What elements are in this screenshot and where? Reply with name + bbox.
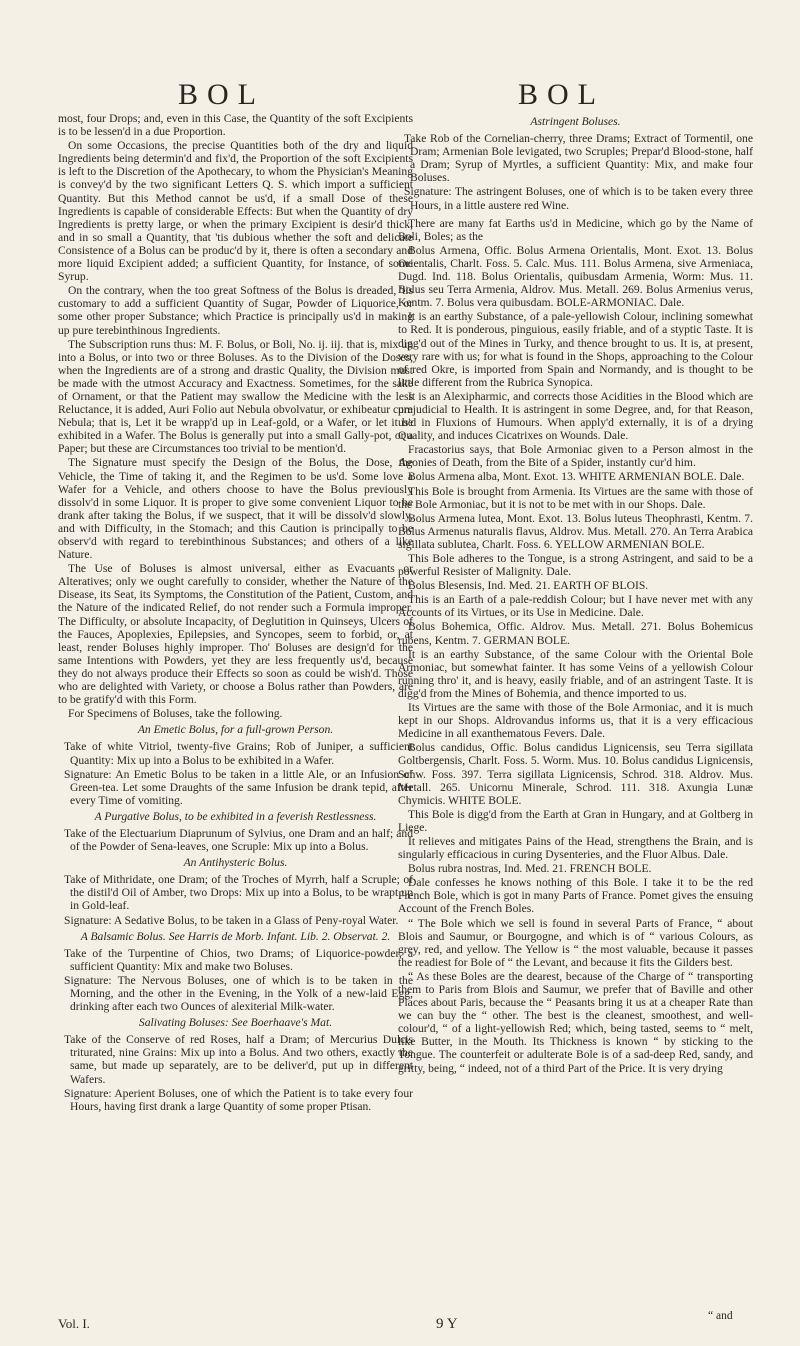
paragraph: It is an earthy Substance, of a pale-yellowish Colour, inclining somewhat to Red. It is ponderous, pinguious, easily friable, and of a styptic Taste. It is digg'd out of the Mines in Turky, and thence brought to us. It is, at present, very rare with us; for what is found in the Shops, approaching to the Colour of red Okre, is imported from Spain and Normandy, and is thought to be little different from the Rubrica Synopica.: [398, 310, 753, 389]
paragraph: Bolus Armena lutea, Mont. Exot. 13. Bolus luteus Theophrasti, Kentm. 7. Bolus Armenus naturalis flavus, Aldrov. Mus. Metall. 270. An Terra Arabica sigillata sublutea, Charlt. Foss. 6. YELLOW ARMENIAN BOLE.: [398, 511, 753, 551]
paragraph: The Subscription runs thus: M. F. Bolus, or Boli, No. ij. iij. that is, mix up into a Bolus, or into two or three Boluses. As to the Division of the Doses, when the Ingredients are of a strong and drastic Quality, the Division must be made with the utmost Accuracy and Exactness. Sometimes, for the sake of Ornament, or that the Patient may swallow the Medicine with the less Reluctance, it is added, Auri Folio aut Nebula obvolvatur, or exhibeatur cum Nebula; that is, Let it be wrapp'd up in Leaf-gold, or a Wafer, or let it be exhibited in a Wafer. The Bolus is generally put into a small Gally-pot, or a Paper; but these are Circumstances too trivial to be mention'd.: [58, 337, 413, 456]
paragraph: Bolus Blesensis, Ind. Med. 21. EARTH OF BLOIS.: [408, 579, 649, 593]
paragraph: The Signature must specify the Design of the Bolus, the Dose, the Vehicle, the Time of taking it, and the Regimen to be us'd. Some love a Wafer for a Vehicle, and others choose to have the Bolus previously dissolv'd in some Liquor. It is proper to give some convenient Liquor to be drank after taking the Bolus, if we suspect, that it will be dissolv'd slowly, and with Difficulty, in the Stomach; and this Caution is principally to be observ'd with regard to terebinthinous Substances; and others of a like Nature.: [58, 456, 413, 562]
volume-label: Vol. I.: [58, 1316, 90, 1331]
paragraph: Dale confesses he knows nothing of this Bole. I take it to be the red French Bole, which is got in many Parts of France. Pomet gives the ensuing Account of the French Boles.: [398, 876, 753, 916]
paragraph: most, four Drops; and, even in this Case, the Quantity of the soft Excipients is to be lessen'd in a due Proportion.: [58, 112, 413, 139]
paragraph: A Purgative Bolus, to be exhibited in a feverish Restlessness.: [94, 809, 377, 823]
printer-signature: 9 Y: [436, 1316, 458, 1332]
paragraph: Fracastorius says, that Bole Armoniac given to a Person almost in the Agonies of Death, from the Bite of a Spider, instantly cur'd him.: [398, 443, 753, 470]
paragraph: Take of Mithridate, one Dram; of the Troches of Myrrh, half a Scruple; of the distil'd Oil of Amber, two Drops: Mix up into a Bolus, to be wrapt up in Gold-leaf.: [64, 873, 413, 913]
paragraph: Take of the Turpentine of Chios, two Drams; of Liquorice-powder, a sufficient Quantity: Mix and make two Boluses.: [64, 946, 413, 973]
paragraph: On the contrary, when the too great Softness of the Bolus is dreaded, 'tis customary to add a sufficient Quantity of Sugar, Powder of Liquorice, or some other proper Substance; which Practice is principally us'd in making up pure terebinthinous Ingredients.: [58, 284, 413, 337]
paragraph: Take of white Vitriol, twenty-five Grains; Rob of Juniper, a sufficient Quantity: Mix up into a Bolus to be exhibited in a Wafer.: [64, 740, 413, 767]
paragraph: It is an earthy Substance, of the same Colour with the Oriental Bole Armoniac, but somewhat fainter. It has some Veins of a yellowish Colour running thro' it, and is heavy, easily friable, and of an astringent Taste. It is digg'd from the Mines of Bohemia, and thence imported to us.: [398, 647, 753, 700]
paragraph: Signature: A Sedative Bolus, to be taken in a Glass of Peny-royal Water.: [64, 913, 399, 927]
left-column: [58, 112, 413, 1114]
paragraph: An Emetic Bolus, for a full-grown Person.: [137, 723, 334, 737]
paragraph: An Antihysteric Bolus.: [183, 856, 288, 870]
paragraph: The Use of Boluses is almost universal, either as Evacuants or Alteratives; only we ought carefully to consider, whether the Nature of the Disease, its Seat, its Symptoms, the Constitution of the Patient, Custom, and the Nature of the indicated Relief, do not render such a Formula improper. The Difficulty, or absolute Incapacity, of Deglutition in Quinseys, Ulcers of the Fauces, Apoplexies, Epilepsies, and Syncopes, seem to forbid, or, at least, render Boluses highly improper. Tho' Boluses are design'd for the same Intentions with Powders, yet they are less frequently us'd, because they do not always produce their Effects so soon as could be wish'd. Those who are delighted with Variety, or choose a Bolus rather than Powders, are to be gratify'd with this Form.: [58, 562, 413, 707]
paragraph: Signature: Aperient Boluses, one of which the Patient is to take every four Hours, having first drank a large Quantity of some proper Ptisan.: [64, 1086, 413, 1113]
paragraph: Astringent Boluses.: [530, 115, 621, 128]
paragraph: “ The Bole which we sell is found in several Parts of France, “ about Blois and Saumur, or Bourgogne, and which is of “ various Colours, as grey, red, and yellow. The Yellow is “ the most valuable, because it passes the readiest for Bole of “ the Levant, and because it fits the Gilders best.: [398, 916, 753, 969]
paragraph: A Balsamic Bolus. See Harris de Morb. Infant. Lib. 2. Observat. 2.: [80, 929, 391, 943]
right-column: [398, 112, 753, 1076]
paragraph: Bolus Armena, Offic. Bolus Armena Orientalis, Mont. Exot. 13. Bolus Orientalis, Charlt. Foss. 5. Calc. Mus. 111. Bolus Armena, sive Armeniaca, Dugd. Ind. 118. Bolus Orientalis, quibusdam Armenia, Worm: Mus. 11. Bolus seu Terra Armenia, Aldrov. Mus. Metall. 269. Bolus Armenius verus, Kentm. 7. Bolus vera quibusdam. BOLE-ARMONIAC. Dale.: [398, 243, 753, 310]
paragraph: This Bole adheres to the Tongue, is a strong Astringent, and said to be a powerful Resister of Malignity. Dale.: [398, 552, 753, 579]
running-head-left: BOL: [178, 78, 265, 111]
paragraph: Take Rob of the Cornelian-cherry, three Drams; Extract of Tormentil, one Dram; Armenian Bole levigated, two Scruples; Prepar'd Blood-stone, half a Dram; Syrup of Myrtles, a sufficient Quantity: Mix, and make four Boluses.: [404, 132, 753, 185]
paragraph: This is an Earth of a pale-reddish Colour; but I have never met with any Accounts of its Virtues, or its Use in Medicine. Dale.: [398, 593, 753, 620]
paragraph: It relieves and mitigates Pains of the Head, strengthens the Brain, and is singularly efficacious in curing Dysenteries, and the Fluor Albus. Dale.: [398, 834, 753, 862]
paragraph: For Specimens of Boluses, take the following.: [68, 707, 283, 721]
paragraph: Salivating Boluses: See Boerhaave's Mat.: [138, 1016, 333, 1030]
paragraph: This Bole is brought from Armenia. Its Virtues are the same with those of the Bole Armoniac, but it is not to be met with in our Shops. Dale.: [398, 484, 753, 511]
paragraph: Bolus candidus, Offic. Bolus candidus Lignicensis, seu Terra sigillata Goltbergensis, Charlt. Foss. 5. Worm. Mus. 10. Bolus candidus Lignicensis, Schw. Foss. 397. Terra sigillata Lignicensis, Schrod. 318. Aldrov. Mus. Metall. 265. Unicornu Minerale, Schrod. 111. 318. Axungia Lunæ Chymicis. WHITE BOLE.: [398, 741, 753, 807]
running-head-right: BOL: [518, 78, 605, 111]
paragraph: Take of the Electuarium Diaprunum of Sylvius, one Dram and an half; and of the Powder of Sena-leaves, one Scruple: Mix up into a Bolus.: [64, 826, 413, 854]
paragraph: On some Occasions, the precise Quantities both of the dry and liquid Ingredients being determin'd and fix'd, the Proportion of the soft Excipients is left to the Discretion of the Apothecary, to whom the Physician's Meaning is convey'd by the two significant Letters Q. S. which import a sufficient Quantity. But this Method cannot be us'd, if a small Dose of these Ingredients is capable of considerable Effects: But when the Quantity of dry Ingredients is pretty large, or when the primary Excipient is desir'd thick, and in so small a Quantity, that 'tis dubious whether the soft and delicate Consistence of a Bolus can be produc'd by it, there is often a secondary and more liquid Excipient added; a sufficient Quantity, for Instance, of some Syrup.: [58, 139, 413, 284]
paragraph: This Bole is digg'd from the Earth at Gran in Hungary, and at Goltberg in Liege.: [398, 807, 753, 834]
paragraph: Bolus rubra nostras, Ind. Med. 21. FRENCH BOLE.: [408, 862, 652, 876]
paragraph: There are many fat Earths us'd in Medicine, which go by the Name of Boli, Boles; as the: [398, 216, 753, 243]
paragraph: Bolus Bohemica, Offic. Aldrov. Mus. Metall. 271. Bolus Bohemicus rubens, Kentm. 7. GERMAN BOLE.: [398, 620, 753, 647]
paragraph: Its Virtues are the same with those of the Bole Armoniac, and it is much kept in our Shops. Aldrovandus informs us, that it is a very efficacious Medicine in all exanthematous Fevers. Dale.: [398, 701, 753, 741]
paragraph: Signature: The Nervous Boluses, one of which is to be taken in the Morning, and the other in the Evening, in the Yolk of a new-laid Egg, drinking after each two Ounces of alexiterial Milk-water.: [64, 973, 413, 1014]
paragraph: It is an Alexipharmic, and corrects those Acidities in the Blood which are prejudicial to Health. It is astringent in some Degree, and, for that Reason, us'd in Fluxions of Humours. When apply'd externally, it is of a drying Quality, and induces Cicatrixes on Wounds. Dale.: [398, 389, 753, 443]
paragraph: Signature: An Emetic Bolus to be taken in a little Ale, or an Infusion of Green-tea. Let some Draughts of the same Infusion be drank tepid, after every Time of vomiting.: [64, 767, 413, 807]
paragraph: Take of the Conserve of red Roses, half a Dram; of Mercurius Dulcis triturated, nine Grains: Mix up into a Bolus. And two others, exactly the same, but made up separately, are to be deliver'd, put up in different Wafers.: [64, 1033, 413, 1086]
catchword: “ and: [708, 1310, 733, 1322]
paragraph: Signature: The astringent Boluses, one of which is to be taken every three Hours, in a little austere red Wine.: [404, 185, 753, 212]
paragraph: “ As these Boles are the dearest, because of the Charge of “ transporting them to Paris from Blois and Saumur, we prefer that of Baville and other Places about Paris, because the “ Peasants bring it us at a cheaper Rate than we can buy the “ other. The best is the cleanest, smoothest, and well-colour'd, “ of a light-yellowish Red; which, being tasted, seems to “ melt, like Butter, in the Mouth. Its Thickness is known “ by sticking to the Tongue. The counterfeit or adulterate Bole is of a sad-deep Red, sandy, and gritty, being, “ indeed, not of a third Part of the Price. It is very drying: [398, 969, 753, 1075]
paragraph: Bolus Armena alba, Mont. Exot. 13. WHITE ARMENIAN BOLE. Dale.: [408, 470, 745, 484]
